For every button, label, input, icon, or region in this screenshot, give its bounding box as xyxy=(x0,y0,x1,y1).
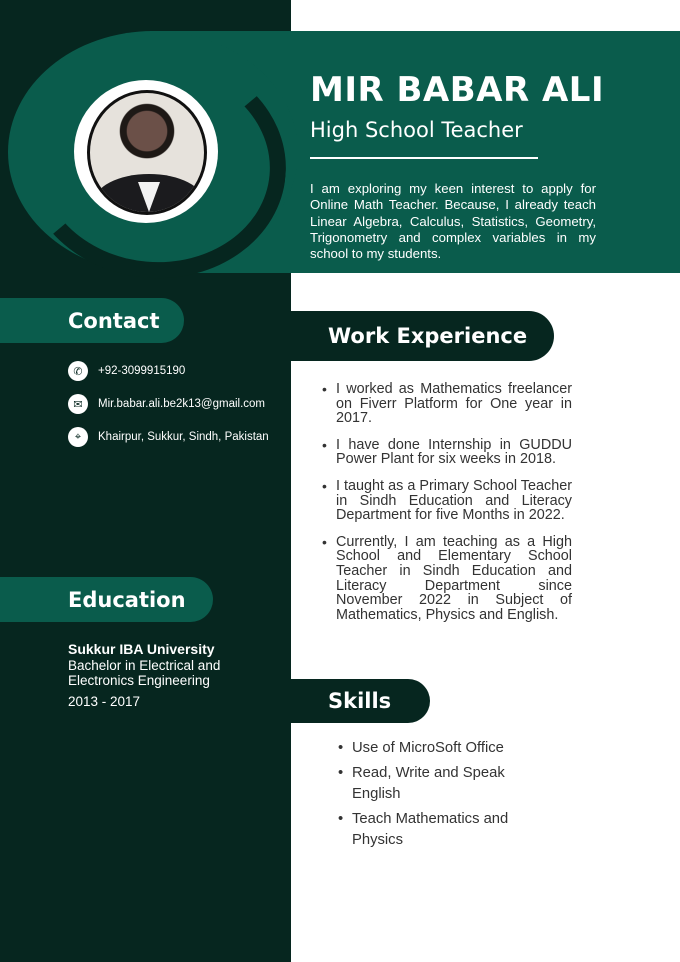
education-heading: Education xyxy=(0,577,213,622)
email-icon: ✉ xyxy=(68,394,88,414)
list-item: • I have done Internship in GUDDU Power Plant for six weeks in 2018. xyxy=(322,438,572,467)
phone-text: +92-3099915190 xyxy=(98,365,186,377)
location-text: Khairpur, Sukkur, Sindh, Pakistan xyxy=(98,431,269,443)
phone-icon: ✆ xyxy=(68,361,88,381)
profile-summary: I am exploring my keen interest to apply for Online Math Teacher. Because, I already teach Linear Algebra, Calculus, Statistics, Geometry, Trigonometry and complex variables in my school to my students. xyxy=(310,181,596,262)
title-divider xyxy=(310,157,538,159)
candidate-name: MIR BABAR ALI xyxy=(310,70,605,110)
contact-email[interactable] xyxy=(68,394,265,414)
work-experience-list xyxy=(322,382,572,634)
list-item: • Use of MicroSoft Office xyxy=(338,738,518,759)
education-degree: Bachelor in Electrical and Electronics Engineering xyxy=(68,658,221,688)
profile-photo xyxy=(87,90,207,215)
list-item: • Read, Write and Speak English xyxy=(338,763,518,805)
contact-phone[interactable] xyxy=(68,361,185,381)
email-text: Mir.babar.ali.be2k13@gmail.com xyxy=(98,398,266,410)
list-item: • I worked as Mathematics freelancer on Fiverr Platform for One year in 2017. xyxy=(322,382,572,426)
education-years: 2013 - 2017 xyxy=(68,694,141,709)
skills-heading: Skills xyxy=(291,679,430,723)
contact-heading: Contact xyxy=(0,298,184,343)
location-icon: ⌖ xyxy=(68,427,88,447)
skills-list xyxy=(338,738,518,855)
job-title: High School Teacher xyxy=(310,118,523,142)
education-school: Sukkur IBA University xyxy=(68,641,215,657)
list-item: • I taught as a Primary School Teacher in Sindh Education and Literacy Department for five Months in 2022. xyxy=(322,479,572,523)
contact-location xyxy=(68,427,269,447)
work-experience-heading: Work Experience xyxy=(291,311,554,361)
list-item: • Teach Mathematics and Physics xyxy=(338,809,518,851)
list-item: • Currently, I am teaching as a High School and Elementary School Teacher in Sindh Education and Literacy Department since November 2022 in Subject of Mathematics, Physics and English. xyxy=(322,535,572,623)
